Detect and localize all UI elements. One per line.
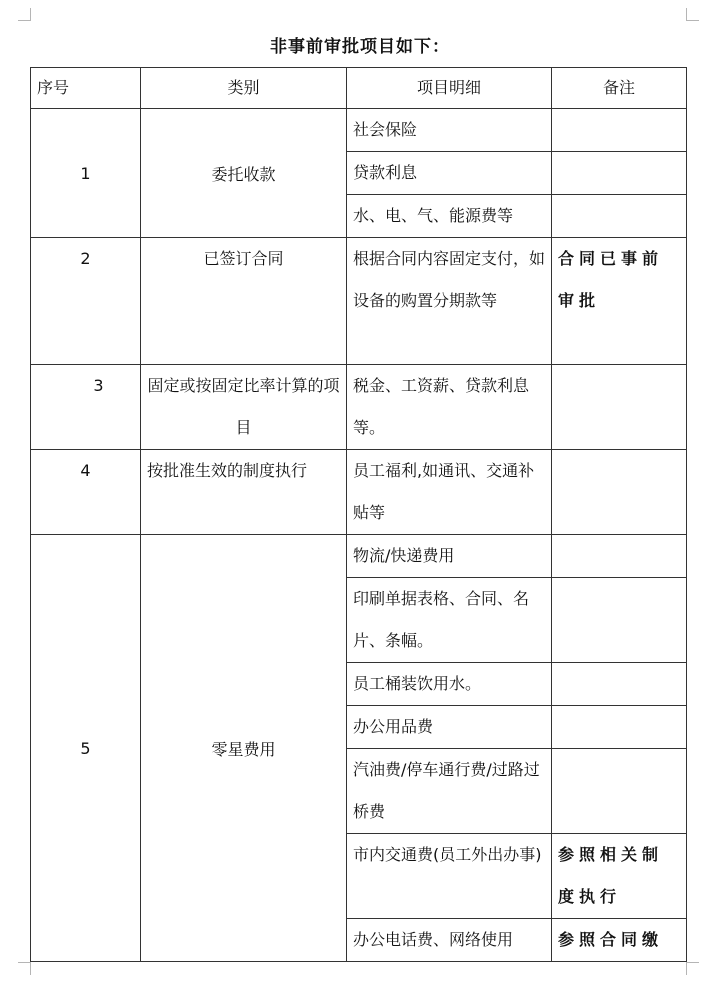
row-2-no: 2 xyxy=(31,238,141,365)
table-row xyxy=(31,535,687,578)
row-5-remark-7: 参照合同缴 xyxy=(552,919,687,962)
row-5-item-7: 办公电话费、网络使用 xyxy=(347,919,552,962)
row-5-remark-3 xyxy=(552,663,687,706)
page-title: 非事前审批项目如下： xyxy=(270,37,450,57)
row-1-item-1: 社会保险 xyxy=(347,109,552,152)
row-1-remark-2 xyxy=(552,152,687,195)
row-2-remark: 合同已事前审批 xyxy=(552,238,687,365)
row-5-item-5: 汽油费/停车通行费/过路过桥费 xyxy=(347,749,552,834)
row-3-no: 3 xyxy=(31,365,141,450)
row-5-remark-5 xyxy=(552,749,687,834)
header-remark: 备注 xyxy=(552,68,687,109)
row-5-item-6: 市内交通费(员工外出办事) xyxy=(347,834,552,919)
row-2-detail: 根据合同内容固定支付，如设备的购置分期款等 xyxy=(347,238,552,365)
table-row xyxy=(31,365,687,450)
row-5-remark-4 xyxy=(552,706,687,749)
row-1-no: 1 xyxy=(31,109,141,238)
row-3-category: 固定或按固定比率计算的项目 xyxy=(141,365,347,450)
row-1-remark-1 xyxy=(552,109,687,152)
table-header-row xyxy=(31,68,687,109)
row-5-item-2: 印刷单据表格、合同、名片、条幅。 xyxy=(347,578,552,663)
row-5-remark-2 xyxy=(552,578,687,663)
row-2-category: 已签订合同 xyxy=(141,238,347,365)
header-no: 序号 xyxy=(31,68,141,109)
row-3-detail: 税金、工资薪、贷款利息等。 xyxy=(347,365,552,450)
row-1-item-3: 水、电、气、能源费等 xyxy=(347,195,552,238)
header-detail: 项目明细 xyxy=(347,68,552,109)
row-4-no: 4 xyxy=(31,450,141,535)
row-5-item-1: 物流/快递费用 xyxy=(347,535,552,578)
row-5-item-3: 员工桶装饮用水。 xyxy=(347,663,552,706)
row-5-remark-6: 参照相关制度执行 xyxy=(552,834,687,919)
approval-table xyxy=(30,67,687,962)
table-row xyxy=(31,109,687,152)
corner-mark-bottom-right xyxy=(686,962,699,975)
row-5-no: 5 xyxy=(31,535,141,962)
row-1-category: 委托收款 xyxy=(141,109,347,238)
row-1-item-2: 贷款利息 xyxy=(347,152,552,195)
table-row xyxy=(31,450,687,535)
table-row xyxy=(31,238,687,365)
row-4-remark xyxy=(552,450,687,535)
row-4-category: 按批准生效的制度执行 xyxy=(141,450,347,535)
row-4-detail: 员工福利,如通讯、交通补贴等 xyxy=(347,450,552,535)
corner-mark-bottom-left xyxy=(18,962,31,975)
corner-mark-top-right xyxy=(686,8,699,21)
header-category: 类别 xyxy=(141,68,347,109)
row-5-remark-1 xyxy=(552,535,687,578)
row-5-category: 零星费用 xyxy=(141,535,347,962)
row-5-item-4: 办公用品费 xyxy=(347,706,552,749)
corner-mark-top-left xyxy=(18,8,31,21)
row-1-remark-3 xyxy=(552,195,687,238)
row-3-remark xyxy=(552,365,687,450)
